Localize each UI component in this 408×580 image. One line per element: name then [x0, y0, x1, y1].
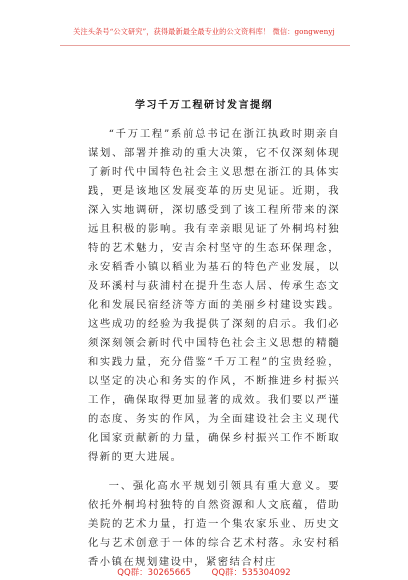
footer-bar [0, 566, 408, 578]
paragraph-section-one: 一、强化高水平规划引领具有重大意义。要依托外桐坞村独特的自然资源和人文底蕴，借助美院的艺术力量，打造一个集农家乐业、历史文化与艺术创意于一体的综合艺术村落。永安村稻香小镇在规划建设中，紧密结合村庄 [88, 480, 340, 568]
document-title: 学习千万工程研讨发言提纲 [135, 100, 273, 111]
footer-qq-group-1: QQ群：30265665 [117, 568, 191, 578]
paragraph-intro: “千万工程”系前总书记在浙江执政时期亲自谋划、部署并推动的重大决策，它不仅深刻体现了新时代中国特色社会主义思想在浙江的具体实践，更是该地区发展变革的历史见证。近期，我深入实地调研，深切感受到了该工程所带来的深远且积极的影响。我有幸亲眼见证了外桐坞村独特的艺术魅力，安吉余村坚守的生态环保理念，永安稻香小镇以稻业为基石的特色产业发展，以及环溪村与荻浦村在提升生态人居、传承生态文化和发展民宿经济等方面的美丽乡村建设实践。这些成功的经验为我提供了深刻的启示。我们必须深刻领会新时代中国特色社会主义思想的精髓和实践力量，充分借鉴“千万工程”的宝贵经验，以坚定的决心和务实的作风，不断推进乡村振兴工作，确保取得更加显著的成效。我们要以严谨的态度、务实的作风，为全面建设社会主义现代化国家贡献新的力量，确保乡村振兴工作不断取得新的更大进展。 [88, 128, 340, 463]
header-divider [60, 45, 350, 46]
header-banner: 关注头条号“公文研究”，获得最新最全最专业的公文资料库！ 微信：gongwenyj [73, 27, 335, 36]
footer-qq-group-2: QQ群：535304092 [211, 568, 291, 578]
document-body [88, 125, 340, 572]
